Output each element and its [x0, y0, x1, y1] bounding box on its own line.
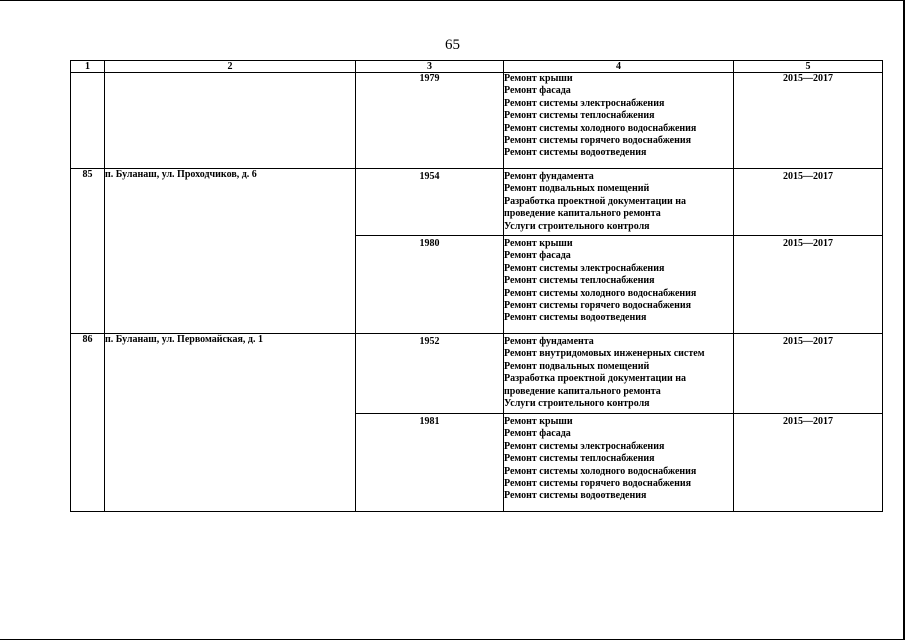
work-item: Ремонт системы теплоснабжения: [504, 453, 655, 465]
year-cell: 1979: [356, 73, 504, 169]
work-item: Ремонт системы горячего водоснабжения: [504, 300, 692, 312]
address-cell: п. Буланаш, ул. Проходчиков, д. 6: [105, 169, 356, 334]
work-item: Ремонт системы водоотведения: [504, 147, 647, 159]
work-item: Ремонт системы водоотведения: [504, 490, 647, 502]
work-item: Ремонт системы холодного водоснабжения: [504, 122, 697, 134]
table-row: [71, 73, 883, 169]
work-item: Ремонт крыши: [504, 416, 573, 427]
work-item: Ремонт системы электроснабжения: [504, 440, 665, 452]
period-cell: 2015—2017: [734, 73, 883, 169]
year-cell: 1981: [356, 414, 504, 512]
work-item: Ремонт системы горячего водоснабжения: [504, 135, 692, 147]
work-item: Ремонт подвальных помещений: [504, 360, 650, 372]
work-item: Ремонт фасада: [504, 85, 571, 97]
work-item: Ремонт системы электроснабжения: [504, 262, 665, 274]
column-number-header-row: [71, 61, 883, 73]
table-row: [71, 169, 883, 236]
year-cell: 1954: [356, 169, 504, 236]
work-item: Ремонт системы холодного водоснабжения: [504, 287, 697, 299]
period-cell: 2015—2017: [734, 236, 883, 334]
address-cell: [105, 73, 356, 169]
page-number: 65: [445, 37, 460, 53]
repair-schedule-table: [70, 60, 883, 512]
period-cell: 2015—2017: [734, 414, 883, 512]
work-item: Ремонт подвальных помещений: [504, 183, 650, 195]
address-cell: п. Буланаш, ул. Первомайская, д. 1: [105, 334, 356, 512]
work-item: Ремонт фундамента: [504, 171, 594, 182]
column-header: 4: [504, 61, 734, 73]
column-header: 3: [356, 61, 504, 73]
column-header: 2: [105, 61, 356, 73]
work-item: Ремонт системы теплоснабжения: [504, 275, 655, 287]
row-number-cell: 85: [71, 169, 105, 334]
works-cell: [504, 334, 734, 414]
work-item: Ремонт фундамента: [504, 336, 594, 347]
work-item: Услуги строительного контроля: [504, 398, 650, 410]
work-item: Ремонт фасада: [504, 428, 571, 440]
work-item: Ремонт системы теплоснабжения: [504, 110, 655, 122]
works-cell: [504, 236, 734, 334]
work-item: Услуги строительного контроля: [504, 220, 650, 232]
year-cell: 1980: [356, 236, 504, 334]
work-item: Разработка проектной документации на: [504, 195, 687, 207]
period-cell: 2015—2017: [734, 169, 883, 236]
works-cell: [504, 73, 734, 169]
work-item: Ремонт системы холодного водоснабжения: [504, 465, 697, 477]
work-item: Ремонт внутридомовых инженерных систем: [504, 348, 705, 360]
table-row: [71, 334, 883, 414]
work-item: Ремонт системы горячего водоснабжения: [504, 478, 692, 490]
work-item: Ремонт крыши: [504, 73, 573, 84]
column-header: 1: [71, 61, 105, 73]
column-header: 5: [734, 61, 883, 73]
period-cell: 2015—2017: [734, 334, 883, 414]
work-item: проведение капитального ремонта: [504, 385, 661, 397]
row-number-cell: 86: [71, 334, 105, 512]
work-item: Ремонт системы водоотведения: [504, 312, 647, 324]
work-item: проведение капитального ремонта: [504, 208, 661, 220]
works-cell: [504, 169, 734, 236]
work-item: Ремонт системы электроснабжения: [504, 97, 665, 109]
work-item: Ремонт крыши: [504, 238, 573, 249]
year-cell: 1952: [356, 334, 504, 414]
row-number-cell: [71, 73, 105, 169]
work-item: Ремонт фасада: [504, 250, 571, 262]
work-item: Разработка проектной документации на: [504, 373, 687, 385]
works-cell: [504, 414, 734, 512]
